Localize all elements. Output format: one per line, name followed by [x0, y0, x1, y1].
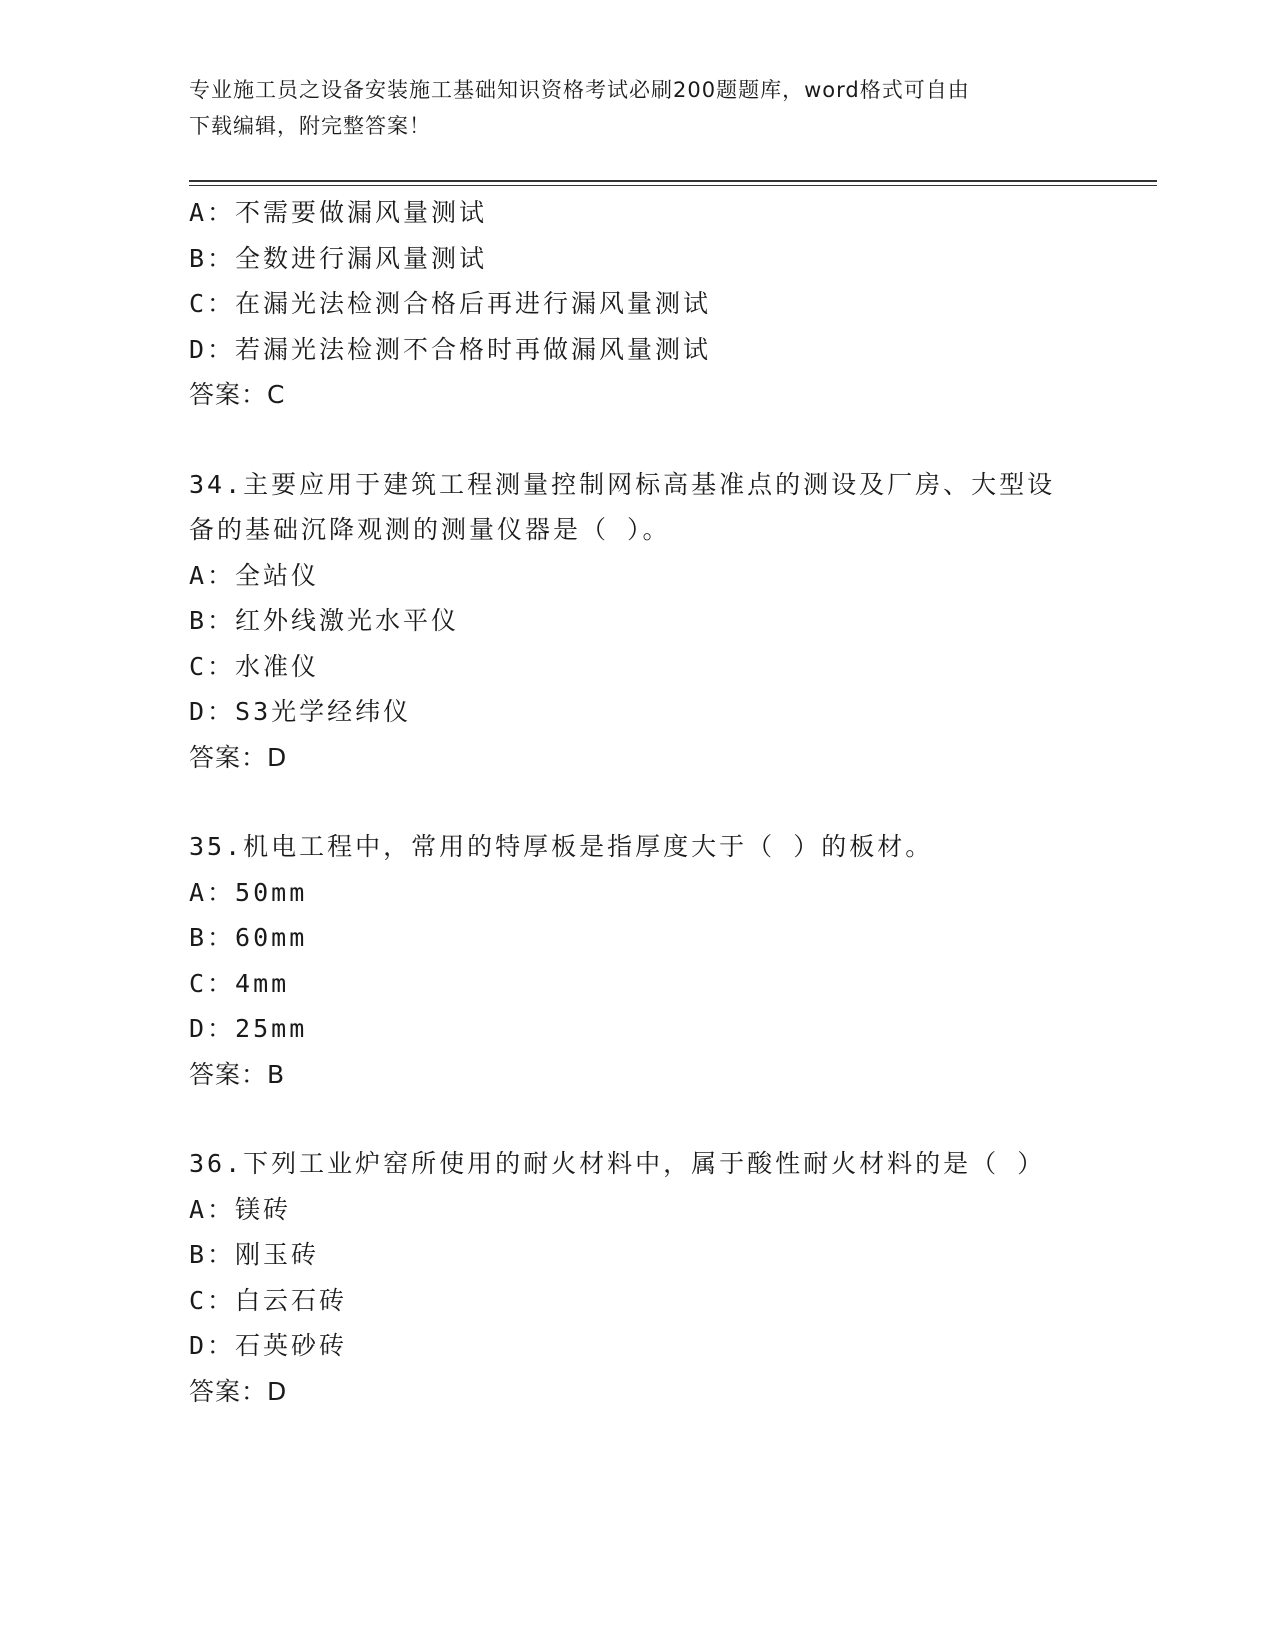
option-b: B：全数进行漏风量测试 — [189, 243, 488, 273]
page-header — [189, 72, 1089, 144]
option-c: C：在漏光法检测合格后再进行漏风量测试 — [189, 289, 712, 318]
question-stem-continued: 备的基础沉降观测的测量仪器是（ ）。 — [189, 515, 671, 544]
option-d: D：若漏光法检测不合格时再做漏风量测试 — [189, 334, 712, 364]
option-a: A：50mm — [189, 877, 308, 907]
option-c: C：白云石砖 — [189, 1285, 348, 1315]
option-a: A：不需要做漏风量测试 — [189, 198, 488, 227]
question-stem: 36.下列工业炉窑所使用的耐火材料中，属于酸性耐火材料的是（ ） — [189, 1149, 1046, 1178]
question-stem: 35.机电工程中，常用的特厚板是指厚度大于（ ）的板材。 — [189, 832, 934, 861]
answer-line: 答案：D — [189, 1376, 288, 1406]
question-34 — [189, 462, 1149, 781]
option-b: B：刚玉砖 — [189, 1240, 320, 1269]
answer-line: 答案：B — [189, 1059, 286, 1089]
question-35 — [189, 824, 1149, 1097]
header-title-line-1: 专业施工员之设备安装施工基础知识资格考试必刷200题题库，word格式可自由 — [189, 78, 970, 102]
answer-line: 答案：D — [189, 742, 288, 772]
question-list — [189, 190, 1149, 1414]
option-a: A：镁砖 — [189, 1194, 292, 1224]
option-a: A：全站仪 — [189, 560, 320, 590]
option-d: D：25mm — [189, 1014, 308, 1043]
option-b: B：红外线激光水平仪 — [189, 606, 460, 635]
header-divider — [189, 180, 1157, 186]
question-36 — [189, 1141, 1149, 1414]
question-spacer — [189, 418, 1149, 462]
question-spacer — [189, 1097, 1149, 1141]
option-d: D：石英砂砖 — [189, 1331, 348, 1360]
option-c: C：4mm — [189, 968, 290, 998]
header-title-line-2: 下载编辑，附完整答案！ — [189, 114, 431, 138]
option-b: B：60mm — [189, 923, 308, 952]
question-stem: 34.主要应用于建筑工程测量控制网标高基准点的测设及厂房、大型设 — [189, 469, 1056, 499]
question-33 — [189, 190, 1149, 418]
answer-line: 答案：C — [189, 380, 286, 409]
option-d: D：S3光学经纬仪 — [189, 697, 412, 726]
option-c: C：水准仪 — [189, 651, 320, 681]
question-spacer — [189, 780, 1149, 824]
